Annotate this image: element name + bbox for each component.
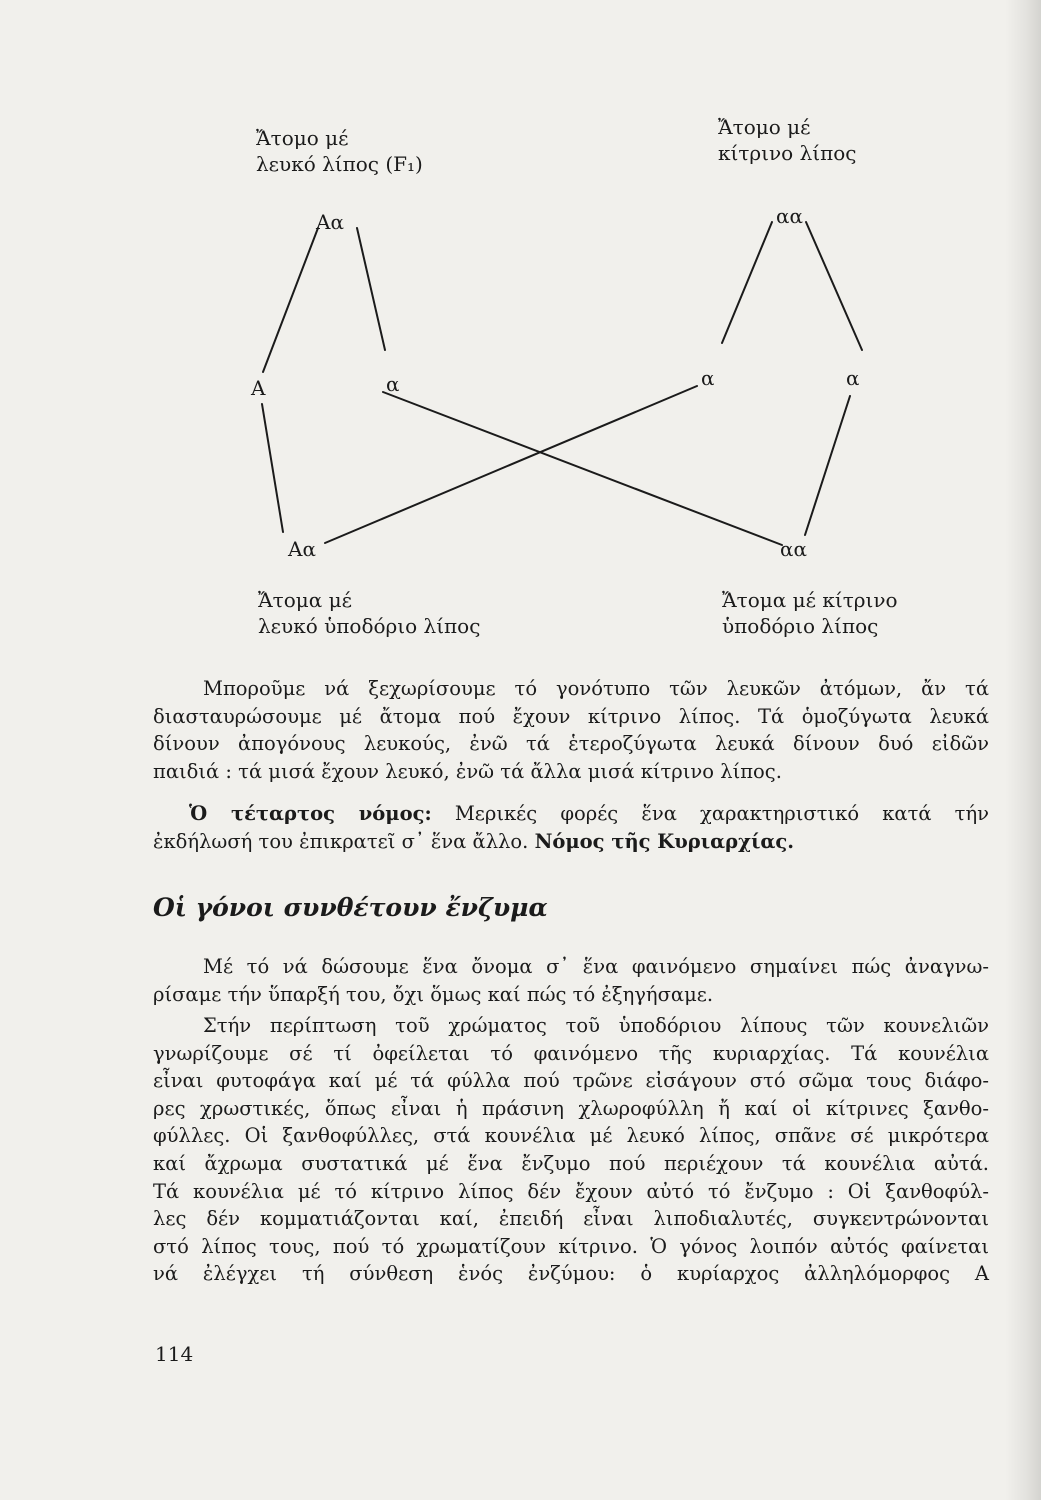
para3-line9: στό λίπος τους, πού τό χρωματίζουν κίτρινο. Ὁ γόνος λοιπόν αὐτός φαίνεται bbox=[153, 1234, 989, 1258]
line-left-parent-to-a bbox=[357, 228, 385, 350]
law4-line1 bbox=[153, 800, 989, 828]
gamete-left-A: Α bbox=[251, 376, 266, 400]
para2-line2: ρίσαμε τήν ὕπαρξή του, ὄχι ὅμως καί πώς τό ἐξηγήσαμε. bbox=[153, 982, 714, 1006]
offspring-right-label-line2: ὑποδόριο λίπος bbox=[722, 614, 879, 638]
gamete-right-a2: α bbox=[846, 366, 860, 390]
parent-left-genotype: Αα bbox=[316, 210, 344, 234]
line-A-to-offspring-Aa bbox=[262, 404, 283, 532]
parent-right-label-line2: κίτρινο λίπος bbox=[718, 141, 857, 165]
section-heading: Οἱ γόνοι συνθέτουν ἔνζυμα bbox=[153, 893, 548, 922]
gamete-left-a: α bbox=[386, 372, 400, 396]
law4-line2 bbox=[153, 828, 989, 856]
offspring-left-genotype: Αα bbox=[288, 537, 316, 561]
para1-line2: διασταυρώσουμε μέ ἄτομα πού ἔχουν κίτρινο λίπος. Τά ὁμοζύγωτα λευκά bbox=[153, 704, 989, 728]
paragraph-genotype-test bbox=[153, 675, 989, 785]
gamete-right-a1: α bbox=[701, 366, 715, 390]
page-number: 114 bbox=[155, 1342, 194, 1366]
parent-left-label-line2: λευκό λίπος (F₁) bbox=[256, 152, 423, 176]
parent-left-label-line1: Ἄτομο μέ bbox=[256, 126, 349, 150]
law4-line1-rest: Μερικές φορές ἕνα χαρακτηριστικό κατά τήν bbox=[454, 802, 989, 825]
offspring-right-genotype: αα bbox=[780, 537, 808, 561]
line-right-parent-to-a1 bbox=[722, 222, 772, 343]
parent-left-label bbox=[256, 125, 423, 177]
parent-right-label-line1: Ἄτομο μέ bbox=[718, 115, 811, 139]
line-right-parent-to-a2 bbox=[806, 222, 862, 350]
offspring-left-label bbox=[258, 587, 480, 639]
paragraph-rabbit-fat bbox=[153, 1012, 989, 1288]
para3-line10: νά ἐλέγχει τή σύνθεση ἑνός ἐνζύμου: ὁ κυρίαρχος ἀλληλόμορφος Α bbox=[153, 1262, 989, 1286]
offspring-right-label bbox=[722, 587, 898, 639]
offspring-right-label-line1: Ἄτομα μέ κίτρινο bbox=[722, 588, 898, 612]
para3-line5: φύλλες. Οἱ ξανθοφύλλες, στά κουνέλια μέ λευκό λίπος, σπᾶνε σέ μικρότερα bbox=[153, 1124, 989, 1148]
offspring-left-label-line1: Ἄτομα μέ bbox=[258, 588, 353, 612]
para3-line8: λες δέν κομματιάζονται καί, ἐπειδή εἶναι λιποδιαλυτές, συγκεντρώνονται bbox=[153, 1207, 989, 1231]
para3-line7: Τά κουνέλια μέ τό κίτρινο λίπος δέν ἔχουν αὐτό τό ἔνζυμο : Οἱ ξανθοφύλ- bbox=[153, 1179, 989, 1203]
paragraph-fourth-law bbox=[153, 800, 989, 855]
page-gutter-shadow bbox=[1005, 0, 1041, 1500]
paragraph-naming bbox=[153, 953, 989, 1008]
law4-line2-text: ἐκδήλωσή του ἐπικρατεῖ σ᾽ ἕνα ἄλλο. bbox=[153, 829, 529, 853]
parent-right-genotype: αα bbox=[776, 204, 804, 228]
law4-name: Νόμος τῆς Κυριαρχίας. bbox=[534, 829, 795, 853]
para3-line4: ρες χρωστικές, ὅπως εἶναι ἡ πράσινη χλωροφύλλη ἤ καί οἱ κίτρινες ξανθο- bbox=[153, 1096, 989, 1120]
line-a-to-offspring-Aa bbox=[325, 386, 697, 543]
para2-line1: Μέ τό νά δώσουμε ἕνα ὄνομα σ᾽ ἕνα φαινόμενο σημαίνει πώς ἀναγνω- bbox=[203, 955, 989, 978]
para1-line3: δίνουν ἀπογόνους λευκούς, ἐνῶ τά ἑτεροζύγωτα λευκά δίνουν δυό εἰδῶν bbox=[153, 732, 989, 756]
line-left-parent-to-A bbox=[263, 228, 318, 372]
law4-title: Ὁ τέταρτος νόμος: bbox=[189, 802, 432, 825]
para3-line3: εἶναι φυτοφάγα καί μέ τά φύλλα πού τρῶνε εἰσάγουν στό σῶμα τους διάφο- bbox=[153, 1069, 989, 1093]
line-a2-to-offspring-aa bbox=[805, 396, 850, 535]
para1-line1: Μποροῦμε νά ξεχωρίσουμε τό γονότυπο τῶν λευκῶν ἀτόμων, ἄν τά bbox=[203, 677, 989, 700]
para3-line6: καί ἄχρωμα συστατικά μέ ἕνα ἔνζυμο πού περιέχουν τά κουνέλια αὐτά. bbox=[153, 1151, 989, 1175]
para3-line2: γνωρίζουμε σέ τί ὀφείλεται τό φαινόμενο τῆς κυριαρχίας. Τά κουνέλια bbox=[153, 1041, 989, 1065]
cross-diagram bbox=[0, 0, 1041, 680]
line-a-to-offspring-aa bbox=[383, 392, 782, 545]
para1-line4: παιδιά : τά μισά ἔχουν λευκό, ἐνῶ τά ἄλλα μισά κίτρινο λίπος. bbox=[153, 759, 782, 783]
offspring-left-label-line2: λευκό ὑποδόριο λίπος bbox=[258, 614, 481, 638]
parent-right-label bbox=[718, 114, 856, 166]
para3-line1: Στήν περίπτωση τοῦ χρώματος τοῦ ὑποδόριου λίπους τῶν κουνελιῶν bbox=[203, 1014, 989, 1037]
